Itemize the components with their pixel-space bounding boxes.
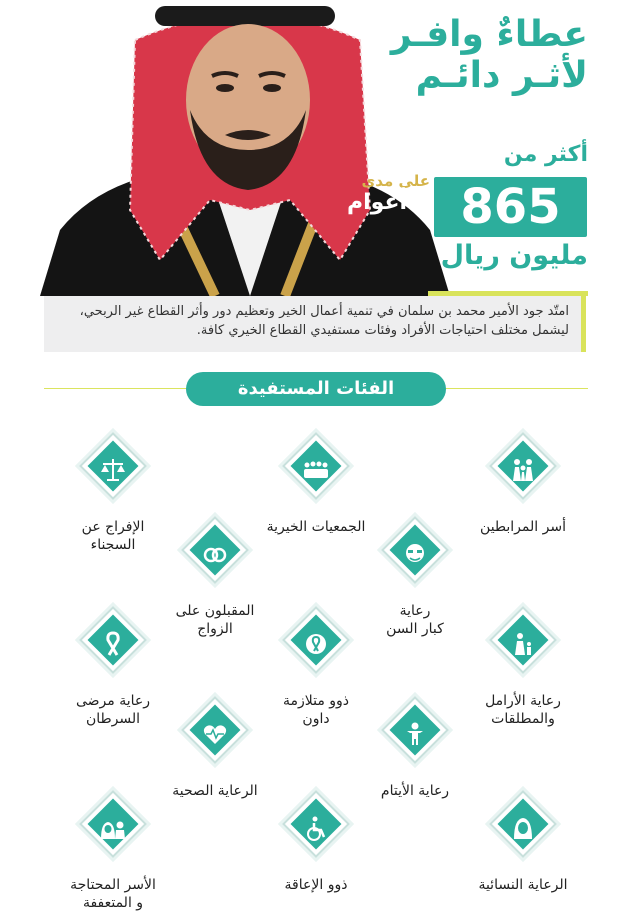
group-icon [294, 448, 338, 492]
currency-label: مليون ريال [440, 240, 588, 271]
category-women-care [448, 800, 598, 894]
duration-line1: على مدى [361, 172, 430, 190]
heart-pulse-icon [193, 712, 237, 756]
woman-icon [501, 806, 545, 850]
amount-badge: 865 [434, 177, 587, 237]
category-label: أسر المرابطين [480, 519, 566, 535]
category-label: رعاية الأيتام [380, 783, 450, 799]
widow-icon [501, 622, 545, 666]
cancer-ribbon-icon [91, 622, 135, 666]
duration-label [320, 172, 430, 215]
category-needy-families: الأسر المحتاجة و المتعففة [38, 800, 188, 912]
elderly-icon [393, 532, 437, 576]
category-healthcare [140, 706, 290, 800]
category-label: رعاية [399, 603, 431, 619]
headline-line1: عطاءٌ وافـر [390, 14, 588, 55]
description-box: امتّد جود الأمير محمد بن سلمان في تنمية أعمال الخير وتعظيم دور وأثر القطاع غير الربحي، ليشمل مختلف احتياجات الأفراد وفئات مستفيدي القطاع الخيري كافة. [44, 296, 586, 352]
category-orphans [340, 706, 490, 800]
headline [328, 14, 588, 97]
category-label: رعاية الأرامل [485, 693, 561, 709]
category-prisoner-release: الإفراج عن السجناء [38, 442, 188, 554]
category-label: ذوو الإعاقة [284, 877, 348, 893]
category-label: الأسر المحتاجة [70, 877, 156, 893]
category-label: الرعاية النسائية [478, 877, 568, 893]
category-disability [241, 800, 391, 894]
ribbon-icon [294, 622, 338, 666]
headline-line2: لأثـر دائـم [415, 55, 588, 97]
category-label: الجمعيات الخيرية [266, 519, 366, 535]
category-charities [241, 442, 391, 536]
more-than-label: أكثر من [503, 142, 588, 167]
category-down-syndrome: ذوو متلازمة داون [241, 616, 391, 728]
category-label: رعاية مرضى [75, 693, 150, 709]
category-label: الإفراج عن [81, 519, 145, 535]
category-cancer: رعاية مرضى السرطان [38, 616, 188, 728]
category-elderly-care: رعاية كبار السن [340, 526, 490, 638]
category-marriage: المقبلون على الزواج [140, 526, 290, 638]
category-widows: رعاية الأرامل والمطلقات [448, 616, 598, 728]
category-label: ذوو متلازمة [282, 693, 350, 709]
family-icon [501, 448, 545, 492]
wheelchair-icon [294, 806, 338, 850]
duration-line2: 4 أعوام [347, 190, 430, 215]
scales-icon [91, 448, 135, 492]
rings-icon [193, 532, 237, 576]
category-label: المقبلون على [175, 603, 255, 619]
categories-heading: الفئات المستفيدة [186, 372, 446, 406]
category-military-families [448, 442, 598, 536]
needy-family-icon [91, 806, 135, 850]
child-icon [393, 712, 437, 756]
category-label: الرعاية الصحية [172, 783, 258, 799]
